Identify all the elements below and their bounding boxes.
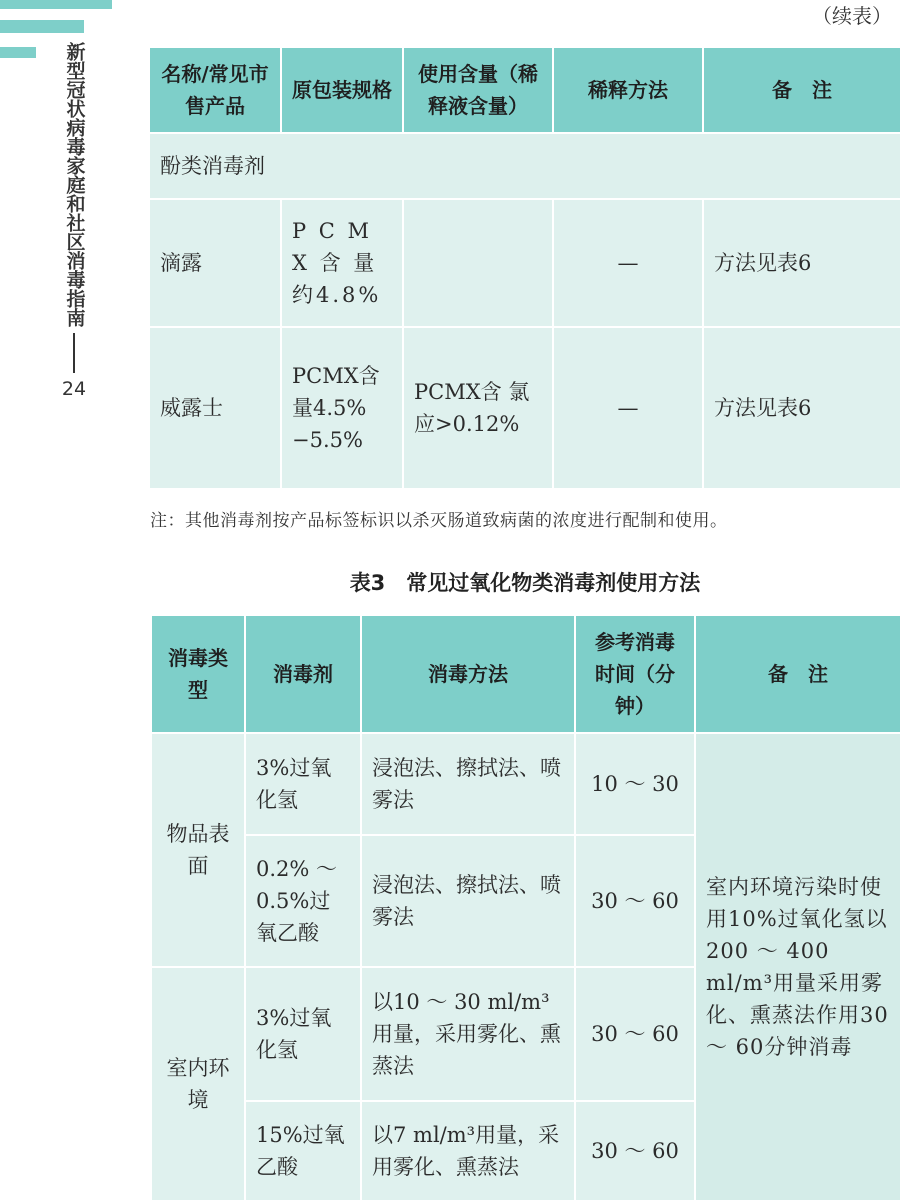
decorative-bar-short [0, 47, 36, 58]
cell-disinfectant: 3%过氧化氢 [245, 967, 361, 1101]
cell-dilution-method: — [553, 327, 703, 489]
page-number: 24 [61, 378, 87, 400]
peroxide-disinfectant-table [150, 614, 900, 1202]
cell-disinfectant: 3%过氧化氢 [245, 733, 361, 835]
cell-usage-content [403, 199, 553, 327]
cell-disinfection-type: 物品表面 [151, 733, 245, 967]
cell-dilution-method: — [553, 199, 703, 327]
category-phenol-disinfectants: 酚类消毒剂 [149, 133, 900, 199]
header-disinfectant: 消毒剂 [245, 615, 361, 733]
cell-reference-time: 10 ～ 30 [575, 733, 695, 835]
cell-disinfection-method: 浸泡法、擦拭法、喷雾法 [361, 835, 575, 967]
header-remark: 备 注 [695, 615, 900, 733]
cell-disinfection-method: 以10 ～ 30 ml/m³用量，采用雾化、熏蒸法 [361, 967, 575, 1101]
header-disinfection-method: 消毒方法 [361, 615, 575, 733]
table-header-row [149, 47, 900, 133]
cell-reference-time: 30 ～ 60 [575, 835, 695, 967]
header-remark: 备 注 [703, 47, 900, 133]
header-package-spec: 原包装规格 [281, 47, 403, 133]
cell-disinfection-type: 室内环境 [151, 967, 245, 1201]
divider-rule [73, 333, 75, 373]
decorative-bar-top [0, 0, 112, 9]
cell-remark: 室内环境污染时使用10%过氧化氢以200 ～ 400 ml/m³用量采用雾化、熏蒸法作用30 ～ 60分钟消毒 [695, 733, 900, 1201]
disinfectant-table-continued [148, 46, 900, 490]
cell-remark: 方法见表6 [703, 327, 900, 489]
cell-disinfectant: 0.2% ～ 0.5%过氧乙酸 [245, 835, 361, 967]
book-title: 新型冠状病毒家庭和社区消毒指南 [63, 42, 86, 327]
cell-reference-time: 30 ～ 60 [575, 1101, 695, 1201]
cell-product-name: 滴露 [149, 199, 281, 327]
header-disinfection-type: 消毒类型 [151, 615, 245, 733]
header-reference-time: 参考消毒时间（分钟） [575, 615, 695, 733]
cell-remark: 方法见表6 [703, 199, 900, 327]
header-product-name: 名称/常见市售产品 [149, 47, 281, 133]
cell-package-spec: PCMX含量4.5%−5.5% [281, 327, 403, 489]
table-caption: 表3 常见过氧化物类消毒剂使用方法 [349, 571, 701, 595]
running-header-sidebar [56, 42, 92, 400]
table-row [149, 327, 900, 489]
cell-product-name: 威露士 [149, 327, 281, 489]
cell-usage-content: PCMX含 氯应>0.12% [403, 327, 553, 489]
header-dilution-method: 稀释方法 [553, 47, 703, 133]
header-usage-content: 使用含量（稀释液含量） [403, 47, 553, 133]
cell-disinfection-method: 以7 ml/m³用量，采用雾化、熏蒸法 [361, 1101, 575, 1201]
table-row [149, 199, 900, 327]
table-footnote: 注：其他消毒剂按产品标签标识以杀灭肠道致病菌的浓度进行配制和使用。 [150, 511, 728, 531]
table-header-row [151, 615, 900, 733]
table-category-row [149, 133, 900, 199]
table-row [151, 733, 900, 835]
cell-reference-time: 30 ～ 60 [575, 967, 695, 1101]
decorative-bar-middle [0, 20, 84, 33]
cell-disinfectant: 15%过氧乙酸 [245, 1101, 361, 1201]
cell-disinfection-method: 浸泡法、擦拭法、喷雾法 [361, 733, 575, 835]
cell-package-spec: P C M X 含 量 约4.8% [281, 199, 403, 327]
continued-label: （续表） [812, 4, 892, 28]
